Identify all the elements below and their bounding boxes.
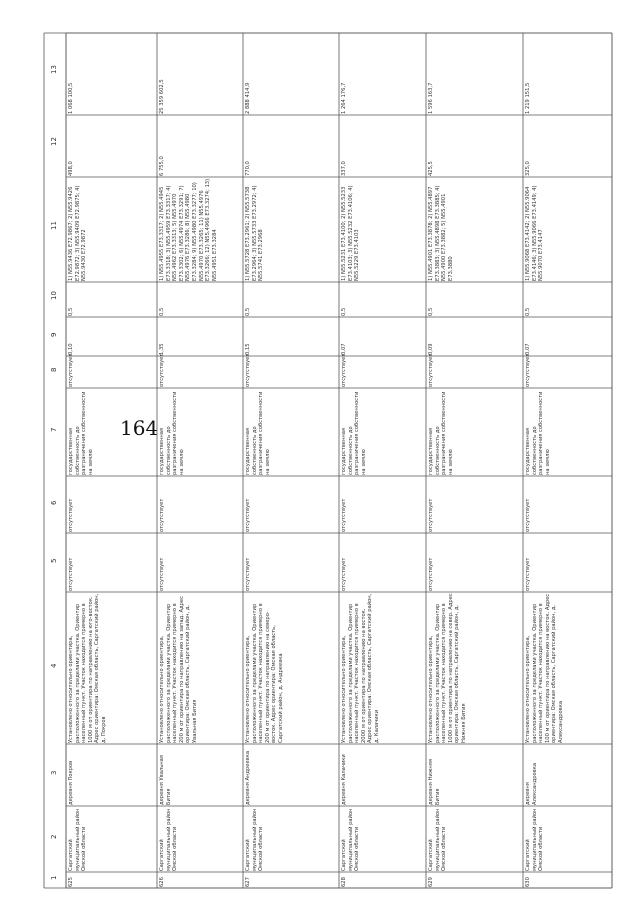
cell-6-col6: отсутствует bbox=[525, 498, 531, 532]
cell-2-col11: 1) N55.4955 E73.3317; 2) N55.4945 E73.3318; 3) N55.4959 E73.3317; 4) N55.4962 E73.3313; 5) N55.4970 E73.3302; 6) N55.4974 E73.3291; 7) N55.4976 E73.3286; 8) N55.4980 E73.3284; 9) N55.4980 E73.3277; 10) N55.4970 E73.3265; 11) N55.4976 E73.3266; 12) N55.4966 E73.3274; 13) N55.4951 E73.3284 bbox=[159, 178, 218, 281]
cell-6-col2: Саргатский муниципальный район Омской области bbox=[525, 808, 545, 871]
cell-1-col8: отсутствует bbox=[68, 353, 74, 387]
cell-6-col10: 0,5 bbox=[525, 307, 531, 316]
cell-5-col8: отсутствует bbox=[428, 353, 434, 387]
cell-6-col7: государственная собственность до разграничения собственности на землю bbox=[525, 391, 551, 475]
cell-6-col8: отсутствует bbox=[525, 353, 531, 387]
cell-1-col10: 0,5 bbox=[68, 307, 74, 316]
cell-4-col1: 628 bbox=[341, 877, 347, 887]
cell-4-col3: деревня Калачики bbox=[341, 754, 347, 805]
cell-2-col2: Саргатский муниципальный район Омской области bbox=[159, 808, 179, 871]
cell-6-col4: Установлено относительно ориентира, расположенного за пределами участка. Ориентир населенный пункт. Участок находится примерно в 100 м от ориентира по направлению на восток. Адрес ориентира: Омская область, Саргатский район, д. Александровка bbox=[525, 593, 564, 743]
column-header-9: 9 bbox=[50, 332, 58, 337]
cell-2-col10: 0,5 bbox=[159, 307, 165, 316]
column-header-5: 5 bbox=[50, 558, 58, 563]
cell-6-col13: 1 219 151,5 bbox=[525, 82, 531, 114]
cell-3-col2: Саргатский муниципальный район Омской области bbox=[245, 808, 265, 871]
cell-3-col11: 1) N55.5728 E73.2961; 2) N55.5738 E73.2964; 3) N55.5733 E73.2972; 4) N55.5741 E73.2968 bbox=[245, 185, 265, 281]
cell-5-col6: отсутствует bbox=[428, 498, 434, 532]
cell-3-col1: 627 bbox=[245, 877, 251, 887]
cell-1-col12: 498,0 bbox=[68, 161, 74, 176]
cell-3-col9: 0,15 bbox=[245, 343, 251, 355]
cell-6-col1: 630 bbox=[525, 877, 531, 887]
cell-4-col2: Саргатский муниципальный район Омской области bbox=[341, 808, 361, 871]
cell-4-col4: Установлено относительно ориентира, расположенного за пределами участка. Ориентир населенный пункт. Участок находится примерно в 2000 м от ориентира по направлению на восток. Адрес ориентира: Омская область, Саргатский район, д. Калачики bbox=[341, 593, 380, 743]
cell-2-col6: отсутствует bbox=[159, 498, 165, 532]
cell-4-col6: отсутствует bbox=[341, 498, 347, 532]
column-header-10: 10 bbox=[50, 290, 58, 300]
cell-4-col5: отсутствует bbox=[341, 557, 347, 591]
cell-3-col13: 2 888 414,9 bbox=[245, 82, 251, 114]
cell-2-col9: 1,35 bbox=[159, 343, 165, 355]
column-header-12: 12 bbox=[50, 137, 58, 146]
cell-1-col13: 1 068 100,5 bbox=[68, 82, 74, 114]
cell-1-col7: государственная собственность до разграничения собственности на землю bbox=[68, 391, 94, 475]
cell-3-col10: 0,5 bbox=[245, 307, 251, 316]
cell-5-col7: государственная собственность до разграничения собственности на землю bbox=[428, 391, 454, 475]
cell-1-col11: 1) N55.9436 E72.9867; 2) N55.9426 E72.9872; 3) N55.9409 E72.9875; 4) N55.9430 E72.9872 bbox=[68, 185, 88, 281]
cell-5-col4: Установлено относительно ориентира, расположенного за пределами участка. Ориентир населенный пункт. Участок находится примерно в 1000 м от ориентира по направлению на север. Адрес ориентира: Омская область, Саргатский район, д. Нижняя Бития bbox=[428, 593, 467, 743]
cell-3-col12: 770,0 bbox=[245, 161, 251, 176]
cell-6-col11: 1) N55.9068 E73.4142; 2) N55.9064 E73.4146; 3) N55.9066 E73.4149; 4) N55.9070 E73.4147 bbox=[525, 185, 545, 281]
cell-1-col2: Саргатский муниципальный район Омской области bbox=[68, 808, 88, 871]
cell-4-col10: 0,5 bbox=[341, 307, 347, 316]
cell-3-col5: отсутствует bbox=[245, 557, 251, 591]
column-header-11: 11 bbox=[50, 220, 58, 230]
cell-1-col1: 625 bbox=[68, 877, 74, 887]
column-header-7: 7 bbox=[50, 427, 58, 432]
cell-1-col5: отсутствует bbox=[68, 557, 74, 591]
cell-5-col3: деревня Нижняя Бития bbox=[428, 758, 441, 805]
cell-6-col5: отсутствует bbox=[525, 557, 531, 591]
cell-4-col8: отсутствует bbox=[341, 353, 347, 387]
cell-5-col1: 629 bbox=[428, 877, 434, 887]
cell-6-col12: 325,0 bbox=[525, 161, 531, 176]
cell-2-col7: государственная собственность до разграничения собственности на землю bbox=[159, 391, 185, 475]
cell-1-col6: отсутствует bbox=[68, 498, 74, 532]
cell-2-col5: отсутствует bbox=[159, 557, 165, 591]
cell-3-col6: отсутствует bbox=[245, 498, 251, 532]
cell-1-col9: 0,10 bbox=[68, 343, 74, 355]
cell-3-col7: государственная собственность до разграничения собственности на землю bbox=[245, 391, 271, 475]
column-header-6: 6 bbox=[50, 500, 58, 505]
cell-5-col11: 1) N55.4901 E73.3878; 2) N55.4897 E73.3883; 3) N55.4898 E73.3885; 4) N55.4900 E73.3882; 5) N55.4901 E73.3880 bbox=[428, 185, 454, 281]
cell-6-col3: деревня Александровка bbox=[525, 762, 538, 805]
cell-5-col2: Саргатский муниципальный район Омской области bbox=[428, 808, 448, 871]
column-header-13: 13 bbox=[50, 65, 58, 74]
cell-1-col3: деревня Покров bbox=[68, 760, 74, 805]
page-number: 164 bbox=[120, 416, 159, 440]
cell-5-col12: 425,5 bbox=[428, 161, 434, 176]
cell-2-col1: 626 bbox=[159, 877, 165, 887]
cell-2-col13: 25 359 602,5 bbox=[159, 79, 165, 114]
cell-4-col12: 337,0 bbox=[341, 161, 347, 176]
cell-1-col4: Установлено относительно ориентира, расположенного за пределами участка. Ориентир населенный пункт. Участок находится примерно в 1000 м от ориентира по направлению на юго-восток. Адрес ориентира: Омская область, Саргатский район, д. Покров bbox=[68, 593, 107, 743]
column-header-1: 1 bbox=[50, 875, 58, 880]
cell-4-col9: 0,07 bbox=[341, 343, 347, 355]
cell-4-col7: государственная собственность до разграничения собственности на землю bbox=[341, 391, 367, 475]
column-header-8: 8 bbox=[50, 367, 58, 372]
cell-5-col9: 0,09 bbox=[428, 343, 434, 355]
cell-3-col8: отсутствует bbox=[245, 353, 251, 387]
column-header-2: 2 bbox=[50, 834, 58, 839]
cell-5-col5: отсутствует bbox=[428, 557, 434, 591]
cell-4-col13: 1 264 176,7 bbox=[341, 82, 347, 114]
cell-2-col8: отсутствует bbox=[159, 353, 165, 387]
cell-3-col4: Установлено относительно ориентира, расположенного за пределами участка. Ориентир населенный пункт. Участок находится примерно в 200 м от ориентира по направлению на северо-восток. Адрес ориентира: Омская область, Саргатский район, д. Андреевка bbox=[245, 603, 284, 743]
cell-5-col10: 0,5 bbox=[428, 307, 434, 316]
cell-2-col12: 6 755,0 bbox=[159, 156, 165, 176]
column-header-4: 4 bbox=[50, 663, 58, 668]
cell-4-col11: 1) N55.5231 E73.4100; 2) N55.5233 E73.4103; 3) N55.5232 E73.4106; 4) N55.5229 E73.4103 bbox=[341, 185, 361, 281]
cell-6-col9: 0,07 bbox=[525, 343, 531, 355]
column-header-3: 3 bbox=[50, 770, 58, 775]
cell-5-col13: 1 596 163,7 bbox=[428, 82, 434, 114]
cell-2-col3: деревня Увальная Бития bbox=[159, 755, 172, 805]
cell-3-col3: деревня Андреевка bbox=[245, 750, 251, 805]
cell-2-col4: Установлено относительно ориентира, расположенного за пределами участка. Ориентир населенный пункт. Участок находится примерно в 200 м от ориентира по направлению на запад. Адрес ориентира: Омская область, Саргатский район, д. Увальная Бития bbox=[159, 596, 198, 743]
